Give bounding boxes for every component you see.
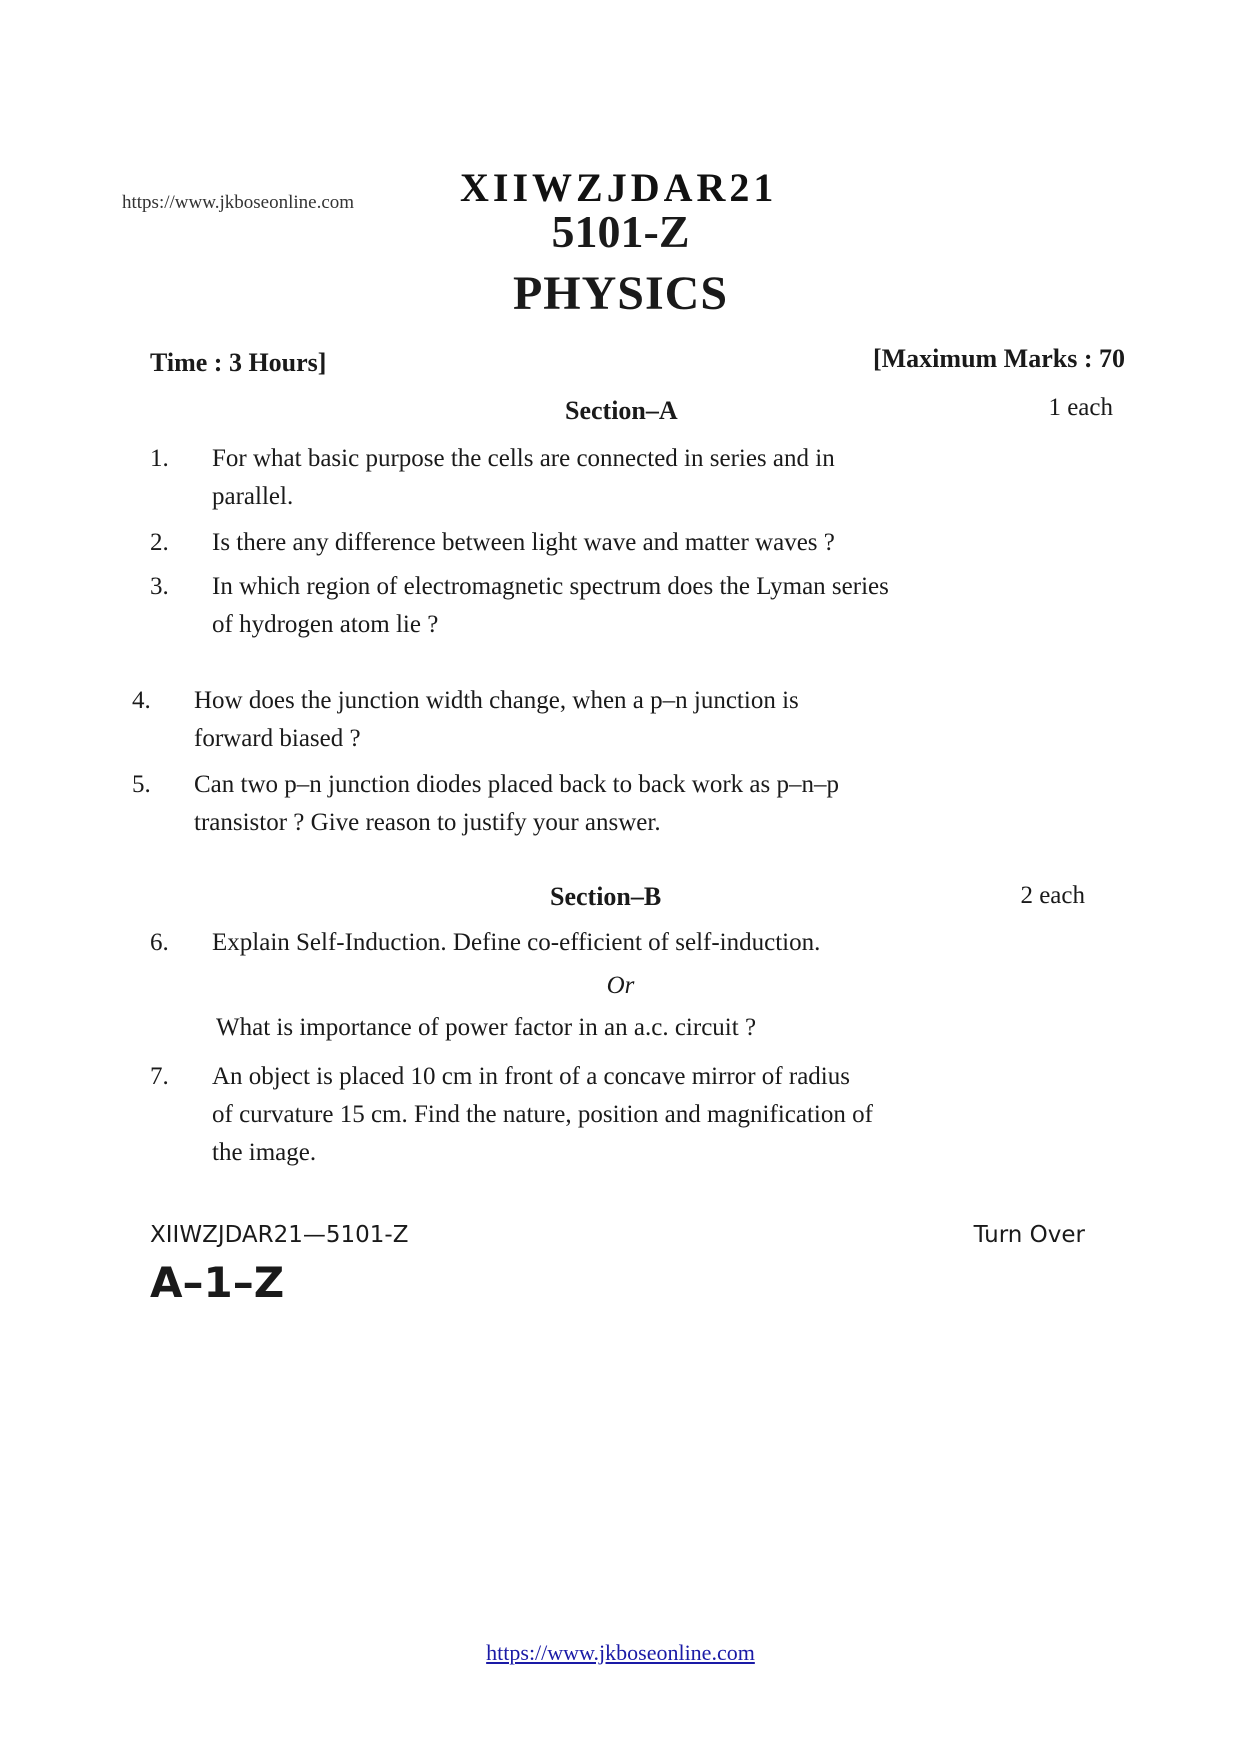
cut-off-header-code: XIIWZJDAR21 [460, 165, 778, 210]
paper-code: 5101-Z [551, 206, 690, 257]
source-url-top: https://www.jkboseonline.com [122, 192, 355, 213]
source-url-bottom [0, 1640, 1241, 1666]
maximum-marks: [Maximum Marks : 70 [872, 344, 1125, 373]
question-line: Explain Self-Induction. Define co-efficient of self-induction. [212, 929, 821, 956]
question-6-alternative: What is importance of power factor in an a.c. circuit ? [216, 1014, 757, 1041]
question-line: the image. [212, 1139, 317, 1166]
question-number: 5. [132, 771, 151, 798]
question-number: 3. [150, 573, 169, 600]
section-a-title: Section–A [565, 396, 678, 425]
question-number: 7. [150, 1063, 169, 1090]
footer-series-code: A–1–Z [150, 1258, 285, 1307]
source-link[interactable]: https://www.jkboseonline.com [486, 1640, 755, 1665]
question-line: Is there any difference between light wave and matter waves ? [212, 529, 835, 556]
question-number: 6. [150, 929, 169, 956]
question-line: Can two p–n junction diodes placed back to back work as p–n–p [194, 771, 839, 798]
question-line: transistor ? Give reason to justify your answer. [194, 809, 661, 836]
section-b-title: Section–B [550, 882, 662, 911]
section-a-marks: 1 each [1048, 394, 1113, 421]
question-line: How does the junction width change, when a p–n junction is [194, 687, 799, 714]
question-line: In which region of electromagnetic spectrum does the Lyman series [212, 573, 889, 600]
or-separator: Or [606, 972, 635, 999]
question-line: An object is placed 10 cm in front of a concave mirror of radius [212, 1063, 850, 1090]
footer-paper-id: XIIWZJDAR21—5101-Z [150, 1222, 409, 1248]
question-number: 2. [150, 529, 169, 556]
question-line: of hydrogen atom lie ? [212, 611, 439, 638]
question-line: forward biased ? [194, 725, 361, 752]
time-allowed: Time : 3 Hours] [150, 348, 327, 377]
question-number: 4. [132, 687, 151, 714]
section-b-marks: 2 each [1020, 882, 1085, 909]
question-number: 1. [150, 445, 169, 472]
question-line: parallel. [212, 483, 294, 510]
page-title: PHYSICS [512, 267, 729, 320]
turn-over-label: Turn Over [973, 1222, 1085, 1248]
question-line: of curvature 15 cm. Find the nature, position and magnification of [212, 1101, 873, 1128]
question-line: For what basic purpose the cells are connected in series and in [212, 445, 835, 472]
